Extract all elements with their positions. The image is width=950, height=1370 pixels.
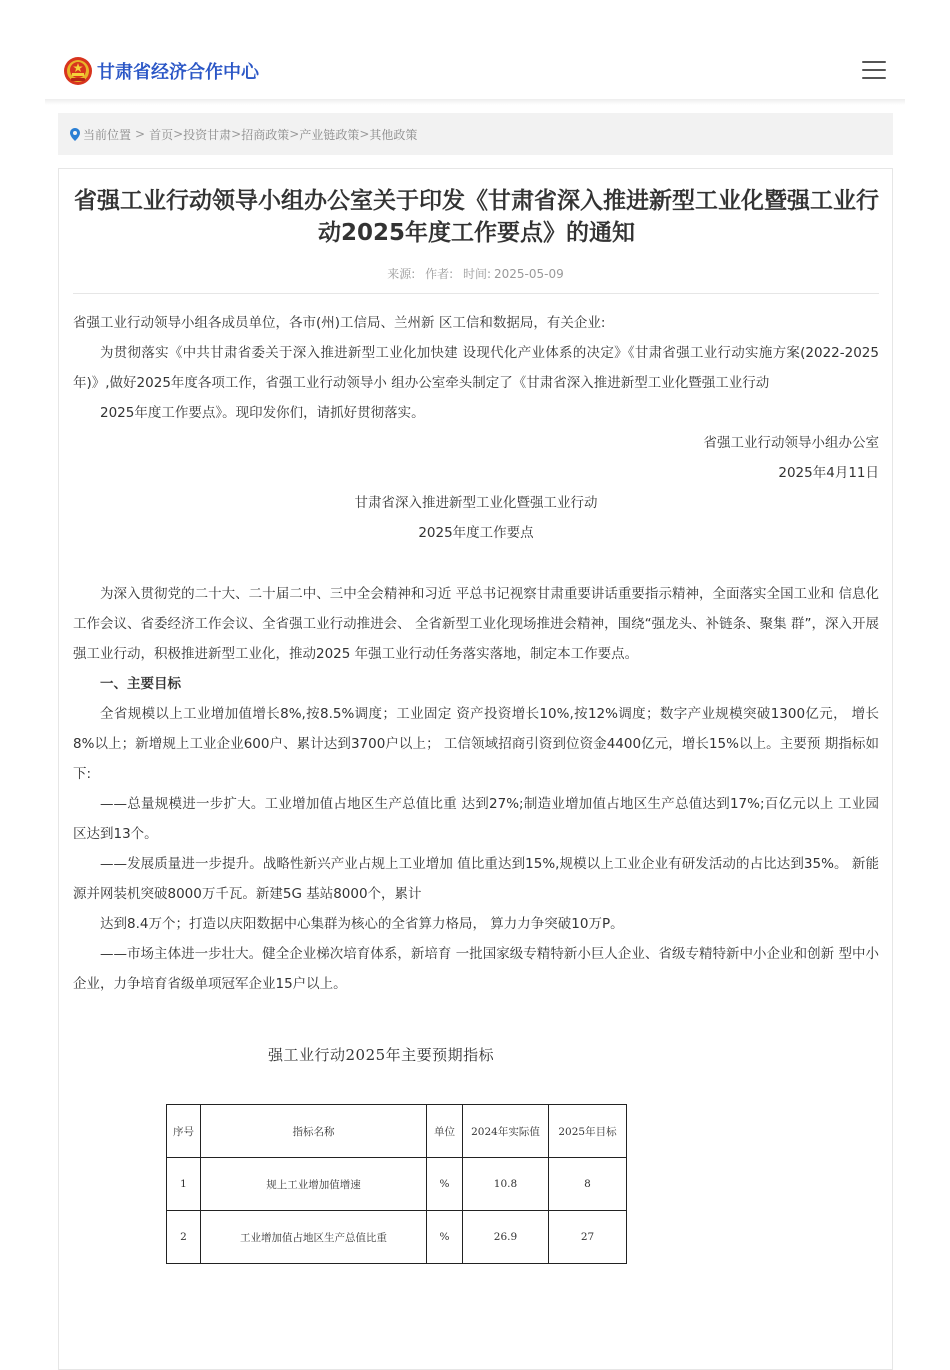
breadcrumb-separator: > — [231, 127, 242, 141]
market-paragraph: ——市场主体进一步壮大。健全企业梯次培育体系，新培育 一批国家级专精特新小巨人企业、省级专精特新中小企业和创新 型中小企业，力争培育省级单项冠军企业15户以上。 — [73, 946, 879, 992]
table-header-cell: 2025年目标 — [549, 1105, 627, 1158]
location-pin-icon — [70, 128, 80, 141]
site-logo[interactable] — [63, 56, 259, 86]
breadcrumb-investment-policy[interactable]: 招商政策 — [241, 127, 290, 142]
metrics-table-title: 强工业行动2025年主要预期指标 — [268, 1046, 495, 1064]
table-header-row — [167, 1105, 627, 1158]
table-cell: % — [427, 1158, 463, 1211]
breadcrumb-separator: > — [359, 127, 370, 141]
meta-author-label: 作者: — [425, 267, 454, 281]
meta-time-value: 2025-05-09 — [494, 267, 564, 281]
quality-paragraph: ——发展质量进一步提升。战略性新兴产业占规上工业增加 值比重达到15%,规模以上工业企业有研发活动的占比达到35%。 新能源并网装机突破8000万千瓦。新建5G 基站8000个，累计 — [73, 856, 879, 902]
table-cell: 工业增加值占地区生产总值比重 — [201, 1211, 427, 1264]
table-header-cell: 单位 — [427, 1105, 463, 1158]
doc-title-line1: 甘肃省深入推进新型工业化暨强工业行动 — [354, 495, 598, 511]
article-meta — [59, 265, 892, 282]
header-divider — [45, 99, 905, 105]
meta-source-label: 来源: — [387, 267, 416, 281]
table-cell: 2 — [167, 1211, 201, 1264]
scale-paragraph: ——总量规模进一步扩大。工业增加值占地区生产总值比重 达到27%;制造业增加值占地区生产总值达到17%;百亿元以上 工业园区达到13个。 — [73, 796, 879, 842]
table-cell: 26.9 — [463, 1211, 549, 1264]
table-cell: 8 — [549, 1158, 627, 1211]
article-body — [73, 308, 879, 999]
intro-paragraph: 为贯彻落实《中共甘肃省委关于深入推进新型工业化加快建 设现代化产业体系的决定》《甘肃省强工业行动实施方案(2022-2025年)》,做好2025年度各项工作，省强工业行动领导小 组办公室牵头制定了《甘肃省深入推进新型工业化暨强工业行动 — [73, 345, 879, 391]
site-name: 甘肃省经济合作中心 — [97, 62, 259, 83]
signature: 省强工业行动领导小组办公室 — [703, 435, 879, 451]
breadcrumb-label: 当前位置 — [83, 127, 132, 142]
quality-paragraph-continued: 达到8.4万个；打造以庆阳数据中心集群为核心的全省算力格局， 算力力争突破10万P。 — [100, 916, 624, 932]
breadcrumb — [58, 113, 893, 155]
salutation: 省强工业行动领导小组各成员单位，各市(州)工信局、兰州新 区工信和数据局，有关企业: — [73, 315, 606, 331]
breadcrumb-industry-chain-policy[interactable]: 产业链政策 — [299, 127, 360, 142]
table-header-cell: 序号 — [167, 1105, 201, 1158]
national-emblem-icon — [63, 56, 93, 86]
table-row — [167, 1211, 627, 1264]
table-header-cell: 2024年实际值 — [463, 1105, 549, 1158]
breadcrumb-separator: > — [289, 127, 300, 141]
intro-paragraph-continued: 2025年度工作要点》。现印发你们，请抓好贯彻落实。 — [100, 405, 425, 421]
table-cell: 10.8 — [463, 1158, 549, 1211]
hamburger-menu-icon[interactable] — [862, 61, 886, 81]
table-row — [167, 1158, 627, 1211]
table-cell: 规上工业增加值增速 — [201, 1158, 427, 1211]
table-cell: % — [427, 1211, 463, 1264]
meta-time-label: 时间: — [462, 267, 492, 281]
issue-date: 2025年4月11日 — [778, 465, 879, 481]
breadcrumb-home[interactable]: 首页 — [149, 127, 174, 142]
metrics-table — [166, 1104, 627, 1264]
table-header-cell: 指标名称 — [201, 1105, 427, 1158]
table-cell: 1 — [167, 1158, 201, 1211]
goals-paragraph: 全省规模以上工业增加值增长8%,按8.5%调度；工业固定 资产投资增长10%,按12%调度；数字产业规模突破1300亿元， 增长8%以上；新增规上工业企业600户、累计达到3700户以上； 工信领域招商引资到位资金4400亿元，增长15%以上。主要预 期指标如下: — [73, 706, 879, 782]
breadcrumb-separator: > — [135, 127, 146, 141]
breadcrumb-separator: > — [173, 127, 184, 141]
spacer — [73, 548, 879, 579]
doc-title-line2: 2025年度工作要点 — [418, 525, 534, 541]
section1-heading: 一、主要目标 — [100, 676, 181, 692]
table-cell: 27 — [549, 1211, 627, 1264]
breadcrumb-other-policy[interactable]: 其他政策 — [369, 127, 418, 142]
breadcrumb-invest-gansu[interactable]: 投资甘肃 — [183, 127, 232, 142]
title-divider — [73, 293, 879, 294]
article-title: 省强工业行动领导小组办公室关于印发《甘肃省深入推进新型工业化暨强工业行动2025年度工作要点》的通知 — [74, 188, 879, 246]
site-header — [0, 0, 950, 100]
overview-paragraph: 为深入贯彻党的二十大、二十届二中、三中全会精神和习近 平总书记视察甘肃重要讲话重要指示精神，全面落实全国工业和 信息化工作会议、省委经济工作会议、全省强工业行动推进会、 全省新型工业化现场推进会精神，围绕“强龙头、补链条、聚集 群”，深入开展强工业行动，积极推进新型工业化，推动2025 年强工业行动任务落实落地，制定本工作要点。 — [73, 586, 879, 662]
